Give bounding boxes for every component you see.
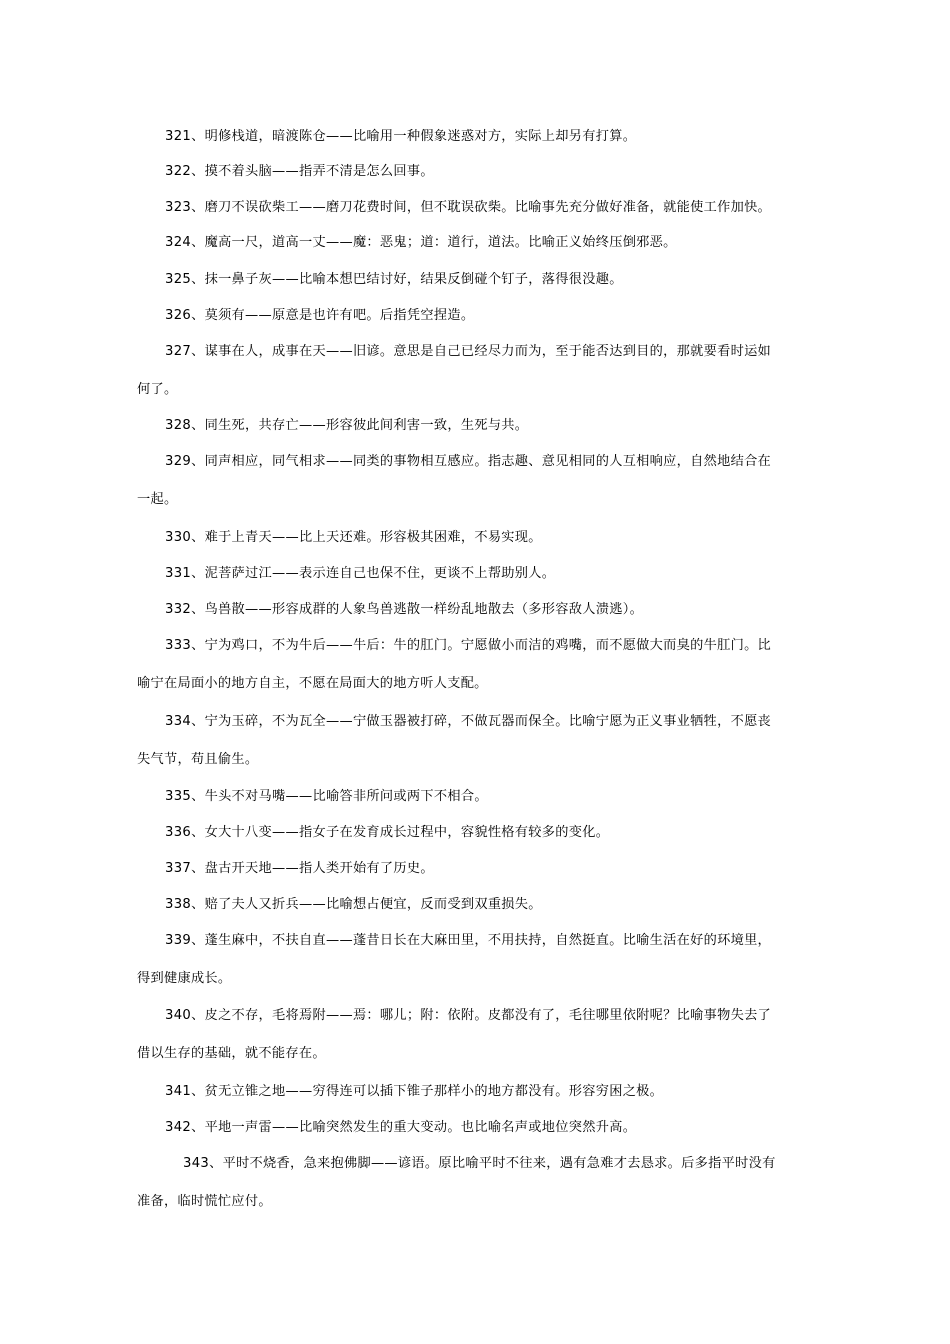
idiom-entry-339: 339、蓬生麻中，不扶自直——蓬昔日长在大麻田里，不用扶持，自然挺直。比喻生活在好的环境里， 得到健康成长。 <box>137 922 817 998</box>
entry-text: 摸不着头脑——指弄不清是怎么回事。 <box>204 164 434 179</box>
entry-text: 鸟兽散——形容成群的人象鸟兽逃散一样纷乱地散去（多形容敌人溃逃）。 <box>204 602 644 617</box>
idiom-entry-334: 334、宁为玉碎，不为瓦全——宁做玉器被打碎，不做瓦器而保全。比喻宁愿为正义事业牺牲，不愿丧 失气节，苟且偷生。 <box>137 703 817 779</box>
entry-number: 327 <box>165 344 192 359</box>
entry-number: 340 <box>165 1008 192 1023</box>
entry-number: 337 <box>165 861 192 876</box>
entry-number: 343 <box>183 1156 210 1171</box>
entry-text: 同生死，共存亡——形容彼此间利害一致，生死与共。 <box>204 418 529 433</box>
entry-number: 324 <box>165 235 192 250</box>
entry-number: 341 <box>165 1084 192 1099</box>
entry-text: 平时不烧香，急来抱佛脚——谚语。原比喻平时不往来，遇有急难才去恳求。后多指平时没有 <box>222 1156 776 1171</box>
idiom-entry-340: 340、皮之不存，毛将焉附——焉：哪儿；附：依附。皮都没有了，毛往哪里依附呢？比喻事物失去了 借以生存的基础，就不能存在。 <box>137 997 817 1073</box>
idiom-entry-325: 325、抹一鼻子灰——比喻本想巴结讨好，结果反倒碰个钉子，落得很没趣。 <box>165 272 623 287</box>
idiom-entry-331: 331、泥菩萨过江——表示连自己也保不住，更谈不上帮助别人。 <box>165 566 556 581</box>
entry-number: 321 <box>165 129 192 144</box>
entry-text: 谋事在人，成事在天——旧谚。意思是自己已经尽力而为，至于能否达到目的，那就要看时运如 <box>204 344 772 359</box>
entry-number: 334 <box>165 714 192 729</box>
entry-number: 329 <box>165 454 192 469</box>
idiom-entry-322: 322、摸不着头脑——指弄不清是怎么回事。 <box>165 164 434 179</box>
entry-text-continued: 得到健康成长。 <box>137 971 232 986</box>
idiom-entry-332: 332、鸟兽散——形容成群的人象鸟兽逃散一样纷乱地散去（多形容敌人溃逃）。 <box>165 602 644 617</box>
idiom-entry-324: 324、魔高一尺，道高一丈——魔：恶鬼；道：道行，道法。比喻正义始终压倒邪恶。 <box>165 235 677 250</box>
idiom-entry-323: 323、磨刀不误砍柴工——磨刀花费时间，但不耽误砍柴。比喻事先充分做好准备，就能使工作加快。 <box>165 200 772 215</box>
entry-text: 磨刀不误砍柴工——磨刀花费时间，但不耽误砍柴。比喻事先充分做好准备，就能使工作加快。 <box>204 200 772 215</box>
entry-text: 赔了夫人又折兵——比喻想占便宜，反而受到双重损失。 <box>204 897 542 912</box>
entry-text: 宁为鸡口，不为牛后——牛后：牛的肛门。宁愿做小而洁的鸡嘴，而不愿做大而臭的牛肛门。比 <box>204 638 772 653</box>
idiom-entry-343: 343、平时不烧香，急来抱佛脚——谚语。原比喻平时不往来，遇有急难才去恳求。后多指平时没有 准备，临时慌忙应付。 <box>137 1145 817 1221</box>
idiom-entry-341: 341、贫无立锥之地——穷得连可以插下锥子那样小的地方都没有。形容穷困之极。 <box>165 1084 664 1099</box>
idiom-entry-333: 333、宁为鸡口，不为牛后——牛后：牛的肛门。宁愿做小而洁的鸡嘴，而不愿做大而臭的牛肛门。比 喻宁在局面小的地方自主，不愿在局面大的地方听人支配。 <box>137 627 817 703</box>
entry-number: 328 <box>165 418 192 433</box>
idiom-entry-336: 336、女大十八变——指女子在发育成长过程中，容貌性格有较多的变化。 <box>165 825 610 840</box>
entry-number: 332 <box>165 602 192 617</box>
idiom-entry-328: 328、同生死，共存亡——形容彼此间利害一致，生死与共。 <box>165 418 529 433</box>
entry-number: 322 <box>165 164 192 179</box>
entry-text-continued: 何了。 <box>137 382 178 397</box>
idiom-entry-330: 330、难于上青天——比上天还难。形容极其困难，不易实现。 <box>165 530 542 545</box>
entry-text-continued: 准备，临时慌忙应付。 <box>137 1194 272 1209</box>
idiom-entry-342: 342、平地一声雷——比喻突然发生的重大变动。也比喻名声或地位突然升高。 <box>165 1120 637 1135</box>
entry-number: 339 <box>165 933 192 948</box>
entry-number: 325 <box>165 272 192 287</box>
idiom-entry-327: 327、谋事在人，成事在天——旧谚。意思是自己已经尽力而为，至于能否达到目的，那就要看时运如 何了。 <box>137 333 817 409</box>
idiom-entry-338: 338、赔了夫人又折兵——比喻想占便宜，反而受到双重损失。 <box>165 897 542 912</box>
entry-number: 323 <box>165 200 192 215</box>
entry-text: 蓬生麻中，不扶自直——蓬昔日长在大麻田里，不用扶持，自然挺直。比喻生活在好的环境里， <box>204 933 772 948</box>
entry-text-continued: 失气节，苟且偷生。 <box>137 752 259 767</box>
entry-text: 泥菩萨过江——表示连自己也保不住，更谈不上帮助别人。 <box>204 566 556 581</box>
entry-number: 338 <box>165 897 192 912</box>
idiom-entry-335: 335、牛头不对马嘴——比喻答非所问或两下不相合。 <box>165 789 488 804</box>
entry-text: 女大十八变——指女子在发育成长过程中，容貌性格有较多的变化。 <box>204 825 610 840</box>
entry-text: 抹一鼻子灰——比喻本想巴结讨好，结果反倒碰个钉子，落得很没趣。 <box>204 272 623 287</box>
entry-text-continued: 喻宁在局面小的地方自主，不愿在局面大的地方听人支配。 <box>137 676 488 691</box>
entry-text: 同声相应，同气相求——同类的事物相互感应。指志趣、意见相同的人互相响应，自然地结合在 <box>204 454 772 469</box>
entry-text: 明修栈道，暗渡陈仓——比喻用一种假象迷惑对方，实际上却另有打算。 <box>204 129 637 144</box>
idiom-entry-326: 326、莫须有——原意是也许有吧。后指凭空捏造。 <box>165 308 475 323</box>
idiom-entry-337: 337、盘古开天地——指人类开始有了历史。 <box>165 861 434 876</box>
entry-text: 魔高一尺，道高一丈——魔：恶鬼；道：道行，道法。比喻正义始终压倒邪恶。 <box>204 235 677 250</box>
entry-text: 盘古开天地——指人类开始有了历史。 <box>204 861 434 876</box>
idiom-entry-329: 329、同声相应，同气相求——同类的事物相互感应。指志趣、意见相同的人互相响应，自然地结合在 一起。 <box>137 443 817 519</box>
entry-text: 平地一声雷——比喻突然发生的重大变动。也比喻名声或地位突然升高。 <box>204 1120 637 1135</box>
entry-text-continued: 借以生存的基础，就不能存在。 <box>137 1046 326 1061</box>
entry-number: 326 <box>165 308 192 323</box>
entry-number: 330 <box>165 530 192 545</box>
entry-number: 336 <box>165 825 192 840</box>
entry-text-continued: 一起。 <box>137 492 178 507</box>
entry-number: 342 <box>165 1120 192 1135</box>
entry-text: 贫无立锥之地——穷得连可以插下锥子那样小的地方都没有。形容穷困之极。 <box>204 1084 664 1099</box>
entry-text: 牛头不对马嘴——比喻答非所问或两下不相合。 <box>204 789 488 804</box>
entry-number: 331 <box>165 566 192 581</box>
entry-text: 难于上青天——比上天还难。形容极其困难，不易实现。 <box>204 530 542 545</box>
entry-text: 宁为玉碎，不为瓦全——宁做玉器被打碎，不做瓦器而保全。比喻宁愿为正义事业牺牲，不愿丧 <box>204 714 772 729</box>
entry-number: 335 <box>165 789 192 804</box>
entry-number: 333 <box>165 638 192 653</box>
entry-text: 莫须有——原意是也许有吧。后指凭空捏造。 <box>204 308 475 323</box>
idiom-entry-321: 321、明修栈道，暗渡陈仓——比喻用一种假象迷惑对方，实际上却另有打算。 <box>165 129 637 144</box>
entry-text: 皮之不存，毛将焉附——焉：哪儿；附：依附。皮都没有了，毛往哪里依附呢？比喻事物失去了 <box>204 1008 772 1023</box>
